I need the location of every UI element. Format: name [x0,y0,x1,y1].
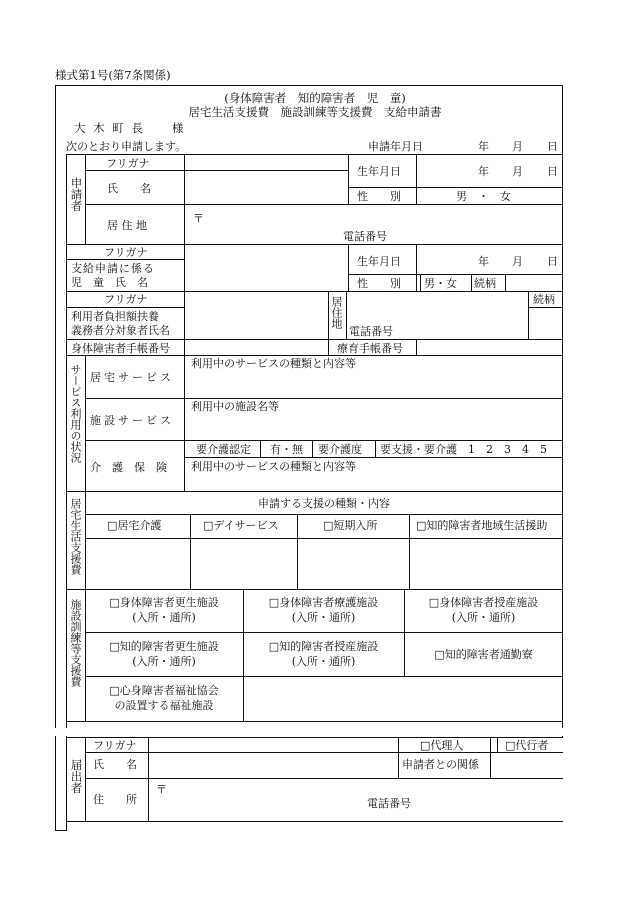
home-service-label: 居宅サービス [90,371,174,384]
child-birth-day: 日 [547,255,558,268]
child-label-line1: 支給申請に係る [71,262,155,275]
facility-option-physical-rehab-type: (入所・通所) [132,611,196,624]
home-support-option-home-care[interactable]: □居宅介護 [107,519,162,532]
facility-option-commuter-dorm[interactable]: □知的障害者通勤寮 [434,648,533,661]
supporter-furigana-label: フリガナ [104,293,148,306]
form-number: 様式第1号(第7条関係) [55,68,171,82]
intro-text: 次のとおり申請します。 [66,140,187,153]
applicant-address-field[interactable] [205,207,545,229]
applicant-phone-label: 電話番号 [343,230,387,243]
facility-option-welfare-association[interactable]: □心身障害者福祉協会 [109,684,219,697]
submitter-postal-mark: 〒 [156,783,167,796]
facility-option-intellectual-work-type: (入所・通所) [291,655,356,668]
submitter-furigana-field[interactable] [149,738,397,751]
care-level-options[interactable]: 要支援・要介護 1 2 3 4 5 [380,443,547,456]
form-subtitle: (身体障害者 知的障害者 児 童) [224,91,406,105]
date-year: 年 [478,140,489,153]
child-birth-month: 月 [512,255,523,268]
care-insurance-label: 介 護 保 険 [90,461,167,474]
care-level-label: 要介護度 [318,443,362,456]
child-relation-label: 続柄 [474,277,496,290]
supporter-label-line2: 義務者分対象者氏名 [71,324,170,337]
date-month: 月 [512,140,523,153]
applicant-birth-day: 日 [547,165,558,178]
submitter-furigana-label: フリガナ [93,739,137,752]
facility-option-intellectual-work[interactable]: □知的障害者授産施設 [268,640,379,653]
applicant-gender-label: 性 別 [357,190,401,203]
facility-option-physical-rehab[interactable]: □身体障害者更生施設 [109,596,219,609]
applicant-furigana-field[interactable] [185,155,347,169]
care-cert-label: 要介護認定 [196,443,251,456]
facility-option-physical-work[interactable]: □身体障害者授産施設 [428,596,539,609]
care-insurance-note: 利用中のサービスの種類と内容等 [191,460,356,473]
submitter-section-label: 届出者 [69,759,84,794]
service-status-section-label: サービス利用の状況 [69,364,82,463]
child-furigana-label: フリガナ [104,246,148,259]
therapy-handbook-label: 療育手帳番号 [337,342,403,355]
child-birth-year: 年 [478,255,489,268]
facility-service-label: 施設サービス [90,414,174,427]
home-support-option-short-stay[interactable]: □短期入所 [323,519,378,532]
physical-handbook-label: 身体障害者手帳番号 [71,342,170,355]
child-gender-options[interactable]: 男・女 [424,277,457,290]
facility-option-physical-nursing[interactable]: □身体障害者療護施設 [268,596,379,609]
application-date-label: 申請年月日 [368,140,423,153]
applicant-section-label: 申請者 [69,177,84,212]
postal-mark: 〒 [193,212,204,225]
facility-option-physical-work-type: (入所・通所) [451,611,516,624]
facility-service-note: 利用中の施設名等 [191,400,279,413]
care-cert-options[interactable]: 有・無 [270,443,303,456]
home-support-header: 申請する支援の種類・内容 [258,497,390,510]
child-gender-label: 性 別 [357,277,401,290]
applicant-birth-label: 生年月日 [357,165,401,178]
home-support-option-group-home[interactable]: □知的障害者地域生活援助 [416,519,548,532]
supporter-phone-label: 電話番号 [349,325,393,338]
addressee: 大 木 町 長 様 [74,121,186,135]
facility-option-intellectual-rehab-type: (入所・通所) [132,655,196,668]
home-support-section-label: 居宅生活支援費 [69,498,82,575]
applicant-birth-year: 年 [478,165,489,178]
submitter-phone-label: 電話番号 [367,797,411,810]
facility-option-physical-nursing-type: (入所・通所) [291,611,356,624]
form-title: 居宅生活支援費 施設訓練等支援費 支給申請書 [188,105,442,119]
submitter-proxy-checkbox[interactable]: □代理人 [420,739,464,752]
applicant-furigana-label: フリガナ [106,157,150,170]
child-birth-label: 生年月日 [357,255,401,268]
home-service-note: 利用中のサービスの種類と内容等 [191,357,356,370]
facility-support-section-label: 施設訓練等支援費 [69,599,82,687]
date-day: 日 [547,140,558,153]
applicant-name-label: 氏 名 [107,182,151,195]
applicant-birth-month: 月 [512,165,523,178]
supporter-residence-label: 居住地 [330,296,343,329]
child-label-line2: 児 童 氏 名 [71,276,148,289]
facility-option-welfare-association-sub: の設置する福祉施設 [114,699,214,712]
supporter-relation-label: 続柄 [533,293,555,306]
applicant-name-field[interactable] [185,171,347,203]
applicant-address-label: 居 住 地 [107,219,147,232]
submitter-relation-label: 申請者との関係 [402,758,479,771]
submitter-name-label: 氏 名 [93,758,137,771]
submitter-agent-checkbox[interactable]: □代行者 [505,739,549,752]
applicant-gender-options[interactable]: 男 ・ 女 [456,190,511,203]
therapy-handbook-field[interactable] [417,340,562,354]
facility-option-intellectual-rehab[interactable]: □知的障害者更生施設 [109,640,219,653]
submitter-address-label: 住 所 [93,793,137,806]
supporter-name-field[interactable] [185,292,327,338]
home-support-option-day-service[interactable]: □デイサービス [203,519,279,532]
submitter-name-field[interactable] [149,753,397,777]
physical-handbook-field[interactable] [185,340,327,354]
supporter-label-line1: 利用者負担額扶養 [71,310,159,323]
child-name-field[interactable] [185,246,347,290]
